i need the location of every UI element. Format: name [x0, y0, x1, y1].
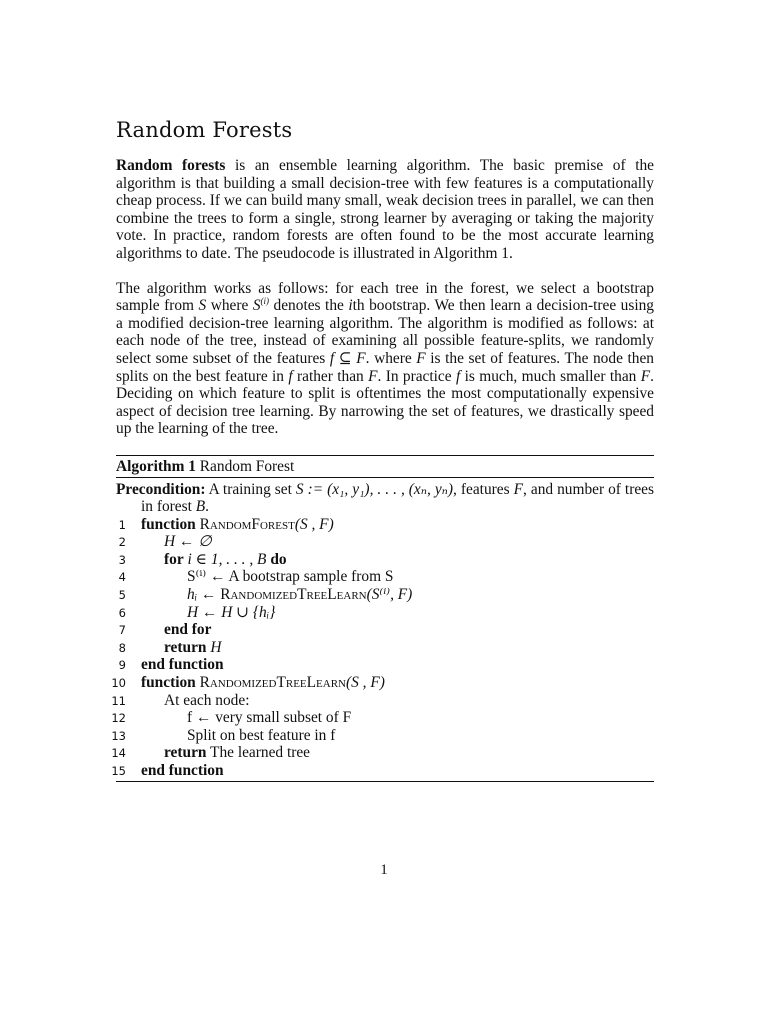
precondition-text: , features — [453, 480, 514, 498]
math-S: S — [252, 297, 261, 315]
algorithm-line — [111, 744, 654, 762]
algorithm-caption — [116, 456, 654, 478]
keyword: function — [141, 674, 196, 692]
statement: S⁽ⁱ⁾ ← A bootstrap sample from S — [187, 568, 394, 586]
line-number: 2 — [118, 535, 126, 550]
math-training-set: S := (x₁, y₁), . . . , (xₙ, yₙ) — [295, 480, 454, 498]
method-text: th bootstrap. We then learn a decision-tree using a modified decision-tree learning algorithm. The algorithm is modified as follows: at each node of the tree, instead of examining all possible feature-splits, we randomly select some subset of the features — [116, 297, 655, 367]
math-f: f — [288, 367, 293, 385]
method-text: rather than — [292, 367, 369, 385]
function-name: RandomForest — [199, 515, 295, 533]
function-name: RandomizedTreeLearn — [199, 674, 346, 692]
keyword: return — [164, 744, 207, 762]
statement: H — [210, 638, 222, 656]
line-number: 9 — [118, 658, 126, 673]
line-number: 8 — [118, 640, 126, 655]
line-number: 7 — [118, 623, 126, 638]
algorithm-line — [111, 674, 654, 692]
math-superscript-i: (i) — [260, 296, 270, 307]
algorithm-line — [116, 516, 654, 534]
algorithm-line — [111, 691, 654, 710]
line-number: 15 — [111, 764, 126, 778]
statement: H ← H ∪ {hᵢ} — [187, 603, 276, 621]
statement: H ← ∅ — [164, 533, 212, 551]
intro-text: is an ensemble learning algorithm. The basic premise of the algorithm is that building a small decision-tree with few features is a computationally cheap process. If we can build many small, weak decision trees in parallel, we can then combine the trees to form a single, strong learner by averaging or taking the majority vote. In practice, random forests are often found to be the most accurate learning algorithms to date. The pseudocode is illustrated in Algorithm 1. — [116, 157, 654, 262]
algorithm-line — [116, 656, 654, 674]
method-text: The algorithm works as follows: for each tree in the forest, we select a bootstrap sample from — [116, 279, 654, 315]
statement: i ∈ 1, . . . , B — [187, 550, 267, 568]
precondition-text: . — [205, 498, 209, 516]
keyword: return — [164, 638, 207, 656]
function-args: (S⁽ⁱ⁾, F) — [366, 586, 413, 604]
math-F: F — [640, 367, 651, 385]
math-B: B — [195, 498, 206, 516]
algorithm-line — [111, 709, 654, 727]
statement: The learned tree — [210, 744, 311, 762]
page-number: 1 — [380, 862, 388, 878]
precondition-text: , and number of trees in forest — [141, 480, 654, 516]
line-number: 6 — [118, 605, 126, 620]
method-text: . In practice — [377, 367, 456, 385]
keyword: for — [164, 550, 184, 568]
statement: f ← very small subset of F — [187, 709, 352, 727]
function-name: RandomizedTreeLearn — [220, 586, 367, 604]
keyword: end function — [141, 656, 224, 674]
statement: Split on best feature in f — [187, 726, 336, 744]
line-number: 1 — [118, 517, 126, 532]
line-number: 11 — [111, 693, 126, 708]
function-args: (S , F) — [345, 674, 385, 692]
algorithm-line — [116, 639, 654, 657]
algorithm-line — [116, 568, 654, 586]
method-paragraph — [116, 280, 654, 438]
function-args: (S , F) — [294, 515, 334, 533]
line-number: 3 — [118, 552, 126, 567]
line-number: 13 — [111, 728, 126, 743]
method-text: is much, much smaller than — [460, 367, 641, 385]
line-number: 4 — [118, 570, 126, 585]
math-F: F — [513, 480, 524, 498]
math-S: S — [198, 297, 207, 315]
algorithm-line — [111, 726, 654, 745]
math-i: i — [348, 297, 353, 315]
line-number: 5 — [118, 588, 126, 603]
algorithm-line — [111, 762, 654, 780]
algorithm-line — [116, 551, 654, 569]
math-F: F — [368, 367, 378, 385]
keyword: function — [141, 515, 196, 533]
line-number: 12 — [111, 711, 126, 726]
line-number: 10 — [111, 676, 126, 691]
section-title: Random Forests — [116, 118, 293, 142]
math-f: f — [455, 367, 461, 385]
keyword: end for — [164, 621, 212, 639]
algorithm-line — [116, 586, 654, 604]
method-text: denotes the — [269, 297, 349, 315]
intro-paragraph — [116, 157, 654, 263]
math-f-subset-F: f ⊆ F — [329, 349, 366, 367]
algorithm-label: Algorithm 1 — [116, 457, 196, 475]
algorithm-line — [116, 604, 654, 622]
line-number: 14 — [111, 746, 126, 761]
method-text: is the set of features. The node then splits on the best feature in — [116, 349, 654, 385]
math-F: F — [416, 349, 426, 367]
document-page — [111, 118, 655, 782]
algorithm-line — [116, 621, 654, 639]
intro-lead-term: Random forests — [116, 157, 226, 174]
precondition-label: Precondition: — [116, 480, 206, 498]
keyword: do — [270, 550, 287, 568]
algorithm-box — [111, 455, 654, 782]
statement: At each node: — [164, 691, 250, 709]
algorithm-name: Random Forest — [199, 457, 295, 475]
method-text: . Deciding on which feature to split is oftentimes the most computationally expensive aspect of decision tree learning. By narrowing the set of features, we drastically speed up the learning of the tree. — [116, 367, 654, 438]
keyword: end function — [141, 762, 224, 779]
method-text: where — [206, 297, 253, 315]
method-text: . where — [365, 349, 417, 367]
algorithm-precondition — [116, 478, 654, 516]
precondition-text: A training set — [205, 480, 296, 498]
algorithm-line — [116, 533, 654, 551]
algorithm-lines — [111, 515, 654, 781]
statement: hᵢ ← — [187, 586, 221, 604]
